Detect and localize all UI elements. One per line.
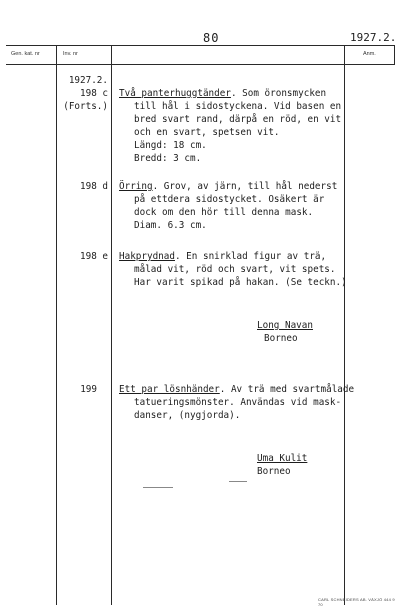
signature-line: Uma Kulit (257, 453, 308, 464)
entry-title: Ett par lösnhänder (119, 384, 220, 395)
pencil-mark (143, 487, 173, 488)
pencil-mark (229, 481, 247, 482)
column-header-inv: Inv. nr (63, 51, 78, 57)
signature-line: Borneo (257, 466, 291, 477)
inv-line: 198 d (80, 181, 108, 192)
signature-line: Borneo (264, 333, 298, 344)
inv-line: 198 c (80, 88, 108, 99)
entry-line: tatueringsmönster. Användas vid mask- (134, 397, 342, 408)
entry-line: och en svart, spetsen vit. (134, 127, 280, 138)
entry-line: på ettdera sidostycket. Osäkert är (134, 194, 325, 205)
entry-line: dock om den hör till denna mask. (134, 207, 314, 218)
entry-first-line: Ett par lösnhänder. Av trä med svartmålade (119, 384, 355, 395)
page-number: 80 (203, 31, 220, 45)
entry-first-line: Två panterhuggtänder. Som öronsmycken (119, 88, 327, 99)
column-divider-inv (111, 45, 112, 605)
entry-text (119, 180, 337, 232)
inv-line: 1927.2. (68, 75, 108, 86)
entry-line: bred svart rand, därpå en röd, en vit (134, 114, 342, 125)
entry-line: danser, (nygjorda). (134, 410, 241, 421)
inv-line: 199 (80, 384, 97, 395)
entry-text (119, 383, 354, 422)
inv-line: 198 e (80, 251, 108, 262)
print-mark: CARL SCHNEIDERS AB. VÄXJÖ 444 9 70 (318, 597, 395, 607)
entry-title: Hakprydnad (119, 251, 175, 262)
entry-line: Bredd: 3 cm. (134, 153, 202, 164)
inv-line: (Forts.) (63, 101, 108, 112)
header-rule (6, 64, 394, 65)
top-rule (6, 45, 394, 46)
entry-text (119, 87, 341, 165)
signature-location (257, 452, 307, 478)
right-edge (394, 45, 395, 65)
entry-first-line: Hakprydnad. En snirklad figur av trä, (119, 251, 327, 262)
inv-number (62, 180, 108, 193)
entry-title: Två panterhuggtänder (119, 88, 231, 99)
entry-text (119, 250, 347, 289)
entry-line: Diam. 6.3 cm. (134, 220, 207, 231)
entry-line: målad vit, röd och svart, vit spets. (134, 264, 336, 275)
header-year: 1927.2. (350, 31, 397, 44)
signature-line: Long Navan (257, 320, 313, 331)
signature-location (257, 319, 313, 345)
inv-number (62, 250, 108, 263)
column-header-anm: Anm. (363, 51, 376, 57)
entry-first-line: Örring. Grov, av järn, till hål nederst (119, 181, 338, 192)
column-header-gen-kat: Gen. kat. nr (11, 51, 40, 57)
column-divider-gen-kat (56, 45, 57, 605)
entry-title: Örring (119, 181, 153, 192)
entry-line: till hål i sidostyckena. Vid basen en (134, 101, 342, 112)
inv-number (62, 74, 108, 113)
entry-line: Har varit spikad på hakan. (Se teckn.) (134, 277, 347, 288)
entry-line: Längd: 18 cm. (134, 140, 207, 151)
inv-number (62, 383, 97, 396)
column-divider-text (344, 45, 345, 605)
